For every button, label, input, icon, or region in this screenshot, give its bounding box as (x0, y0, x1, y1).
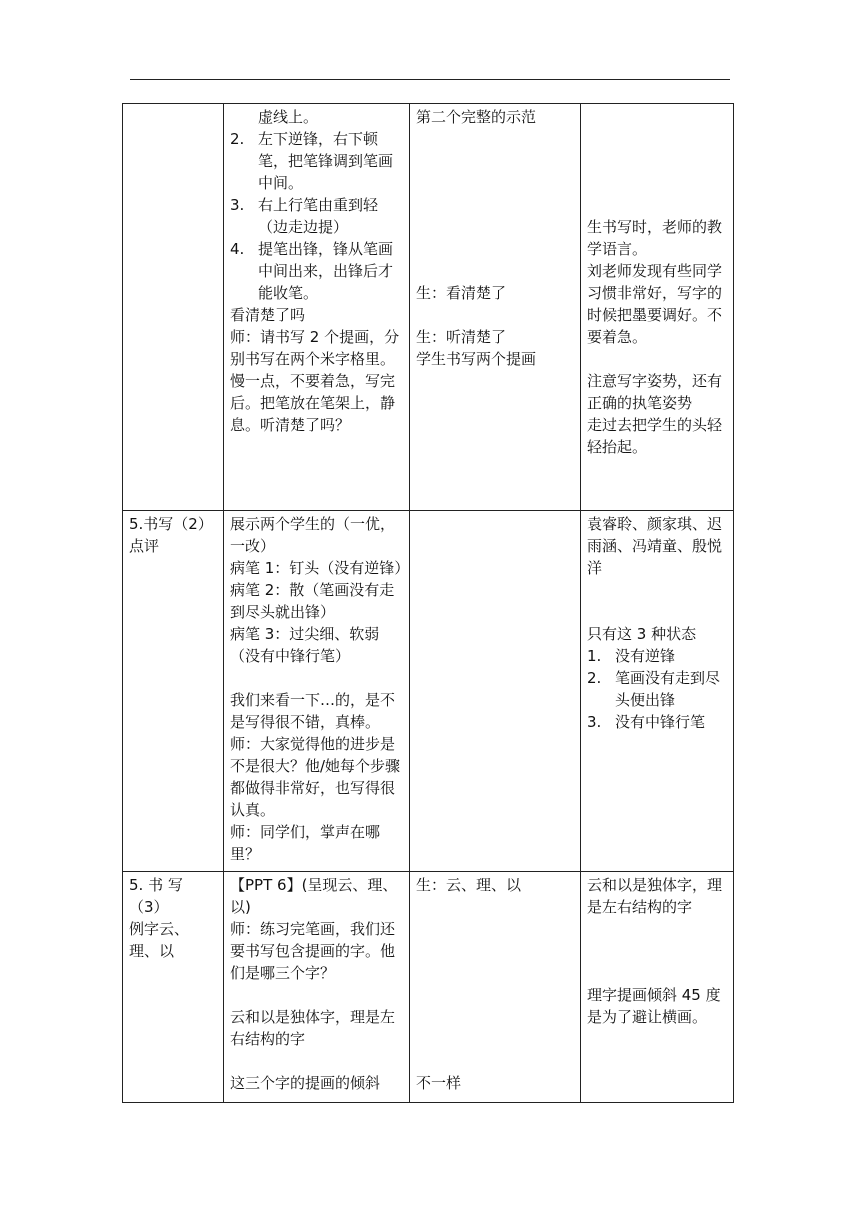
text-line: 师：练习完笔画，我们还要书写包含提画的字。他们是哪三个字？ (230, 920, 396, 982)
list-text: 右上行笔由重到轻（边走边提） (258, 196, 379, 236)
list-text: 笔画没有走到尽头便出锋 (615, 669, 721, 709)
list-text: 没有中锋行笔 (615, 713, 706, 731)
list-number: 3. (230, 196, 245, 214)
text-line: 生：云、理、以 (416, 876, 522, 894)
text-line: 生：听清楚了 (416, 328, 507, 346)
design-intent-cell (581, 511, 734, 872)
text-line: 云和以是独体字，理是左右结构的字 (230, 1008, 396, 1048)
stage-cell (123, 872, 224, 1103)
text-line: 展示两个学生的（一优，一改） (230, 515, 396, 555)
text-line: 虚线上。 (258, 108, 319, 126)
table-row (123, 872, 734, 1103)
text-line: 理字提画倾斜 45 度是为了避让横画。 (587, 986, 721, 1026)
text-line: 注意写字姿势，还有正确的执笔姿势 (587, 372, 723, 412)
design-intent-cell (581, 872, 734, 1103)
list-text: 提笔出锋，锋从笔画中间出来，出锋后才能收笔。 (258, 240, 394, 302)
text-line: 不一样 (416, 1074, 462, 1092)
table-row (123, 511, 734, 872)
stage-cell (123, 511, 224, 872)
text-line: 师：同学们，掌声在哪里？ (230, 823, 381, 863)
list-item (587, 645, 727, 667)
stage-label: 5. 书 写 （3） (129, 876, 183, 916)
stage-cell (123, 104, 224, 511)
list-text: 左下逆锋，右下顿笔，把笔锋调到笔画中间。 (258, 130, 394, 192)
list-number: 3. (587, 713, 602, 731)
text-line: 看清楚了吗 (230, 306, 306, 324)
text-line: 学生书写两个提画 (416, 350, 537, 368)
stage-sublabel: 例字云、理、以 (129, 920, 190, 960)
list-number: 4. (230, 240, 245, 258)
text-line: 病笔 3：过尖细、软弱（没有中锋行笔） (230, 625, 380, 665)
list-item (230, 238, 403, 304)
text-line: 这三个字的提画的倾斜 (230, 1074, 381, 1092)
list-number: 2. (587, 669, 602, 687)
student-activity-cell (410, 872, 581, 1103)
text-line: 只有这 3 种状态 (587, 625, 697, 643)
text-line: 袁睿聆、颜家琪、迟雨涵、冯靖童、殷悦洋 (587, 515, 723, 577)
text-line: 云和以是独体字，理是左右结构的字 (587, 876, 723, 916)
student-activity-cell (410, 104, 581, 511)
text-line: 第二个完整的示范 (416, 108, 537, 126)
text-line: 刘老师发现有些同学习惯非常好，写字的时候把墨要调好。不要着急。 (587, 262, 723, 346)
text-line: 师：请书写 2 个提画，分别书写在两个米字格里。慢一点，不要着急，写完后。把笔放在笔架上，静息。听清楚了吗？ (230, 328, 400, 434)
status-list (587, 645, 727, 733)
text-line: 病笔 2：散（笔画没有走到尽头就出锋） (230, 581, 395, 621)
design-intent-cell (581, 104, 734, 511)
table-row (123, 104, 734, 511)
list-item (230, 128, 403, 194)
text-line: 走过去把学生的头轻轻抬起。 (587, 416, 723, 456)
list-text: 没有逆锋 (615, 647, 676, 665)
header-rule (130, 79, 730, 80)
text-line: 师：大家觉得他的进步是不是很大？他/她每个步骤都做得非常好，也写得很认真。 (230, 735, 401, 819)
teacher-activity-cell (224, 104, 410, 511)
text-line: 【PPT 6】(呈现云、理、以) (230, 876, 398, 916)
text-line: 生书写时，老师的教学语言。 (587, 218, 723, 258)
teacher-activity-cell (224, 872, 410, 1103)
stage-label: 5.书写（2）点评 (129, 515, 213, 555)
student-activity-cell (410, 511, 581, 872)
list-number: 1. (587, 647, 602, 665)
teacher-activity-cell (224, 511, 410, 872)
text-line: 生：看清楚了 (416, 284, 507, 302)
text-line: 我们来看一下…的，是不是写得很不错，真棒。 (230, 691, 396, 731)
list-item (587, 711, 727, 733)
list-item (587, 667, 727, 711)
text-line: 病笔 1：钉头（没有逆锋） (230, 559, 410, 577)
list-number: 2. (230, 130, 245, 148)
step-list (230, 128, 403, 304)
lesson-plan-table (122, 103, 734, 1103)
list-item (230, 194, 403, 238)
